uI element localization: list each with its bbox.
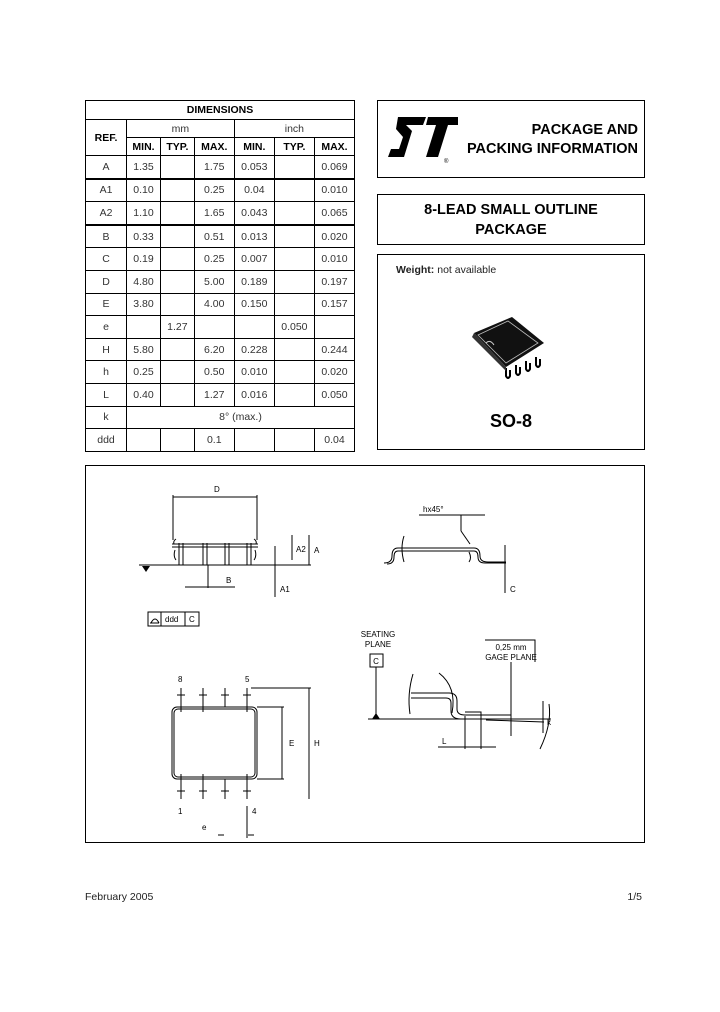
row-value: 1.27 [161,316,195,339]
label-A1: A1 [280,585,290,594]
package-name: SO-8 [489,411,532,431]
label-C-ref: C [189,615,195,624]
label-e: e [202,823,207,832]
mechanical-drawing [86,466,646,844]
row-value: 0.053 [234,156,274,179]
row-value [274,338,314,361]
header-box [377,100,645,178]
row-value [161,270,195,293]
table-row [86,429,355,452]
table-row [86,270,355,293]
row-value: 1.65 [194,202,234,225]
row-value: 0.010 [314,179,354,202]
row-value [274,361,314,384]
row-ref: k [86,406,127,429]
table-row [86,338,355,361]
row-value: 0.043 [234,202,274,225]
row-value: 0.197 [314,270,354,293]
weight-label: Weight: [396,264,435,276]
row-value [194,316,234,339]
row-value-span: 8° (max.) [127,406,355,429]
table-row [86,316,355,339]
row-value: 0.50 [194,361,234,384]
header-line2: PACKING INFORMATION [466,141,638,157]
label-pin8: 8 [178,675,183,684]
row-value [314,316,354,339]
label-gage-1: 0,25 mm [495,643,527,652]
subheader-max: MAX. [194,138,234,156]
row-value [161,361,195,384]
row-ref: B [86,225,127,248]
label-H: H [314,739,320,748]
row-value [274,225,314,248]
table-title: DIMENSIONS [86,101,355,120]
row-value [161,338,195,361]
table-row [86,361,355,384]
row-value: 5.00 [194,270,234,293]
label-L: L [442,737,447,746]
row-value: 0.016 [234,383,274,406]
row-value: 0.25 [194,179,234,202]
ref-header: REF. [86,120,127,156]
mechanical-drawing-box [85,465,645,843]
row-value [161,383,195,406]
row-value: 0.013 [234,225,274,248]
table-row [86,202,355,225]
label-B: B [226,576,232,585]
row-value: 0.010 [314,248,354,271]
table-row [86,225,355,248]
table-row [86,406,355,429]
so8-package-image [468,313,548,383]
row-value: 4.00 [194,293,234,316]
row-ref: A [86,156,127,179]
package-title-box [377,194,645,245]
row-value [274,270,314,293]
row-value [127,429,161,452]
row-value [274,383,314,406]
dimensions-table [85,100,355,452]
row-value [161,156,195,179]
weight-value: not available [437,264,497,276]
label-C: C [510,585,516,594]
package-image-box [377,254,645,450]
row-value: 0.069 [314,156,354,179]
row-ref: C [86,248,127,271]
row-value: 0.010 [234,361,274,384]
row-value: 0.189 [234,270,274,293]
subheader-typ: TYP. [274,138,314,156]
row-value [161,248,195,271]
row-value [161,202,195,225]
row-value: 5.80 [127,338,161,361]
row-value [274,248,314,271]
label-seating-1: SEATING [360,630,396,639]
svg-text:®: ® [444,159,449,165]
row-ref: ddd [86,429,127,452]
footer-page-number: 1/5 [627,891,642,903]
row-value: 0.244 [314,338,354,361]
row-value: 0.25 [194,248,234,271]
label-h45: hx45° [423,505,444,514]
row-value [234,316,274,339]
table-row [86,179,355,202]
label-pin4: 4 [252,807,257,816]
row-value: 0.020 [314,361,354,384]
row-value: 0.25 [127,361,161,384]
row-value: 0.33 [127,225,161,248]
row-ref: A2 [86,202,127,225]
package-title-line1: 8-LEAD SMALL OUTLINE [424,202,598,218]
row-value [274,429,314,452]
table-row [86,293,355,316]
label-gage-2: GAGE PLANE [485,653,537,662]
st-logo [386,115,458,165]
row-value [127,316,161,339]
row-value: 0.157 [314,293,354,316]
footer-date: February 2005 [85,891,154,903]
label-k: k [547,718,551,727]
row-ref: D [86,270,127,293]
row-value: 6.20 [194,338,234,361]
row-value [161,429,195,452]
inch-header: inch [234,120,354,138]
package-title-line2: PACKAGE [475,222,547,238]
row-ref: A1 [86,179,127,202]
label-E: E [289,739,295,748]
table-row [86,156,355,179]
row-value [274,293,314,316]
table-row [86,248,355,271]
row-value: 0.04 [314,429,354,452]
label-seating-2: PLANE [364,640,392,649]
row-ref: e [86,316,127,339]
label-pin1: 1 [178,807,183,816]
label-A2: A2 [296,545,306,554]
row-value: 0.51 [194,225,234,248]
label-A: A [314,546,320,555]
row-value [274,156,314,179]
row-value [274,202,314,225]
label-pin5: 5 [245,675,250,684]
row-value [274,179,314,202]
row-value [161,179,195,202]
row-value: 0.050 [314,383,354,406]
subheader-max: MAX. [314,138,354,156]
subheader-min: MIN. [234,138,274,156]
row-value: 0.150 [234,293,274,316]
label-seating-ref: C [373,657,379,666]
row-value: 0.020 [314,225,354,248]
row-value [161,293,195,316]
row-value: 4.80 [127,270,161,293]
row-value: 0.050 [274,316,314,339]
row-value [161,225,195,248]
row-value: 0.065 [314,202,354,225]
row-value: 0.007 [234,248,274,271]
subheader-min: MIN. [127,138,161,156]
row-value: 0.228 [234,338,274,361]
row-value: 1.27 [194,383,234,406]
subheader-typ: TYP. [161,138,195,156]
row-ref: h [86,361,127,384]
header-line1: PACKAGE AND [531,122,638,138]
row-value: 1.10 [127,202,161,225]
label-ddd: ddd [165,615,179,624]
table-row [86,383,355,406]
row-ref: L [86,383,127,406]
row-value: 1.75 [194,156,234,179]
row-ref: H [86,338,127,361]
row-value: 0.1 [194,429,234,452]
row-value: 1.35 [127,156,161,179]
row-ref: E [86,293,127,316]
label-D: D [214,485,220,494]
row-value: 0.04 [234,179,274,202]
row-value: 0.40 [127,383,161,406]
mm-header: mm [127,120,235,138]
row-value: 3.80 [127,293,161,316]
row-value: 0.19 [127,248,161,271]
row-value [234,429,274,452]
row-value: 0.10 [127,179,161,202]
